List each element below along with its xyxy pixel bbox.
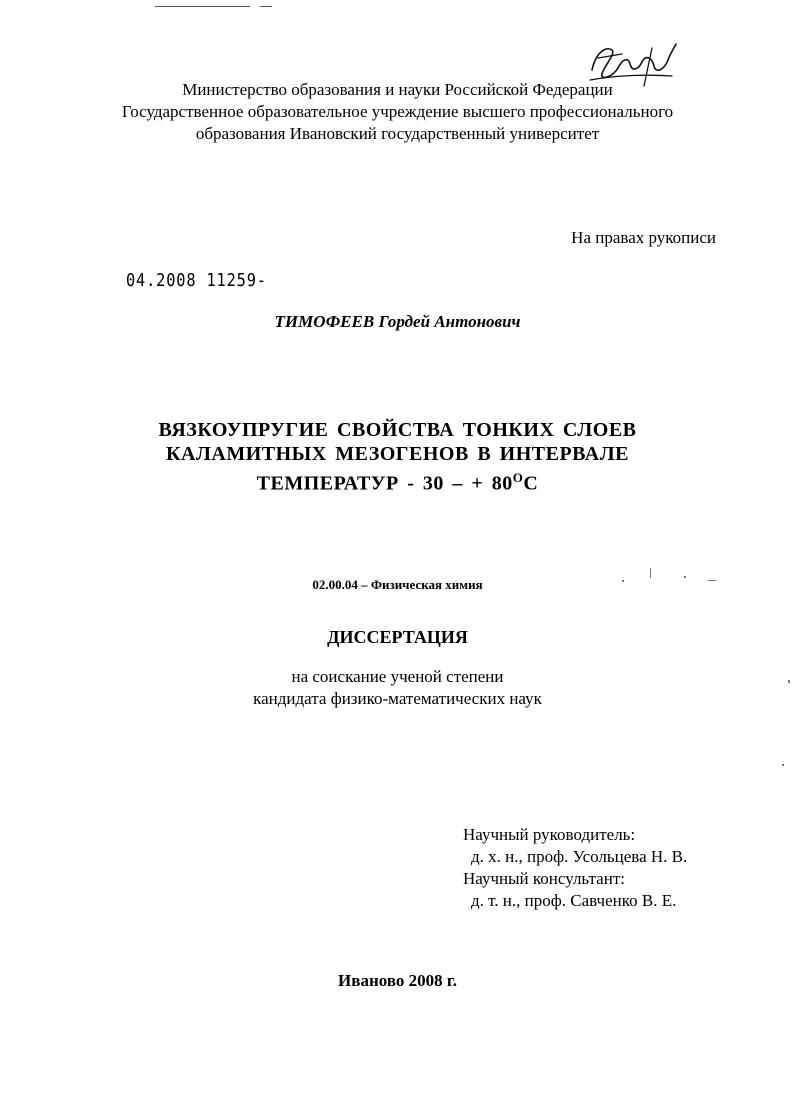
degree-superscript: О <box>512 470 524 485</box>
scan-speck <box>684 576 686 578</box>
registration-number: 04.2008 11259- <box>126 270 267 291</box>
supervisor-label: Научный руководитель: <box>463 825 636 844</box>
consultant-name: д. т. н., проф. Савченко В. Е. <box>471 891 677 910</box>
title-line-3 <box>0 466 795 496</box>
title-line-1: ВЯЗКОУПРУГИЕ СВОЙСТВА ТОНКИХ СЛОЕВ <box>158 419 637 441</box>
dissertation-title <box>0 418 795 496</box>
title-line-3-main: ТЕМПЕРАТУР - 30 – + 80 <box>256 472 513 495</box>
consultant-label: Научный консультант: <box>463 869 625 888</box>
scan-speck <box>650 568 651 578</box>
specialty-code: 02.00.04 – Физическая химия <box>312 577 483 592</box>
scan-speck <box>782 764 784 766</box>
supervisors-block <box>463 824 687 912</box>
manuscript-rights-note: На правах рукописи <box>571 228 716 247</box>
ministry-line: Министерство образования и науки Российской Федерации <box>182 80 613 99</box>
author-name: ТИМОФЕЕВ Гордей Антонович <box>274 312 521 331</box>
scan-speck <box>708 580 716 581</box>
degree-line-1: на соискание ученой степени <box>291 667 504 686</box>
title-line-3-end: С <box>523 472 539 495</box>
supervisor-name: д. х. н., проф. Усольцева Н. В. <box>471 847 688 866</box>
degree-line-2: кандидата физико-математических наук <box>253 689 542 708</box>
degree-sought <box>0 666 795 710</box>
institution-line: Государственное образовательное учреждение высшего профессионального <box>121 102 674 121</box>
document-type: ДИССЕРТАЦИЯ <box>327 627 468 647</box>
scan-speck <box>622 580 624 582</box>
city-year: Иваново 2008 г. <box>338 971 457 990</box>
institution-header <box>0 79 795 145</box>
title-line-2: КАЛАМИТНЫХ МЕЗОГЕНОВ В ИНТЕРВАЛЕ <box>166 443 629 465</box>
scan-marks <box>155 6 275 12</box>
university-line: образования Ивановский государственный университет <box>195 124 600 143</box>
